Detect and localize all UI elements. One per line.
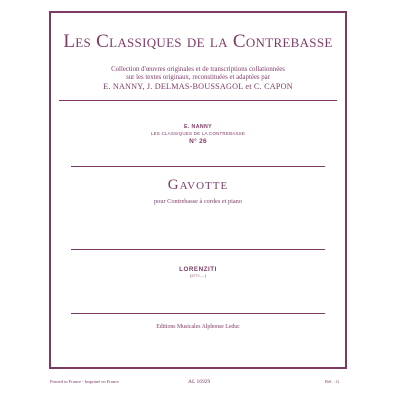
cover-frame <box>49 11 347 369</box>
footer-printed-in: Printed in France - Imprimé en France <box>50 379 119 384</box>
publisher-name: Editions Musicales Alphonse Leduc <box>156 324 240 330</box>
editors-line: E. NANNY, J. DELMAS-BOUSSAGOL et C. CAPON <box>103 82 293 91</box>
collection-subtitle-line2: sur les textes originaux, reconstituées et adaptées par <box>126 74 270 81</box>
series-author: E. NANNY <box>184 124 212 130</box>
divider-middle-1 <box>71 166 325 167</box>
footer-reference: Réf. : G <box>325 379 340 384</box>
composer-name: LORENZITI <box>179 266 217 273</box>
divider-top <box>59 100 337 101</box>
composer-dates: (17??-....) <box>189 274 207 278</box>
divider-bottom <box>71 313 325 314</box>
collection-title: Les Classiques de la Contrebasse <box>63 31 333 52</box>
series-number: N° 26 <box>189 138 207 145</box>
piece-title: Gavotte <box>167 177 229 193</box>
series-name: LES CLASSIQUES DE LA CONTREBASSE <box>150 131 246 136</box>
divider-middle-2 <box>71 249 325 250</box>
instrumentation: pour Contrebasse à cordes et piano <box>154 198 242 205</box>
footer-catalog-number: AL 16929 <box>188 379 211 385</box>
collection-subtitle-line1: Collection d'œuvres originales et de transcriptions collationnées <box>111 66 285 73</box>
